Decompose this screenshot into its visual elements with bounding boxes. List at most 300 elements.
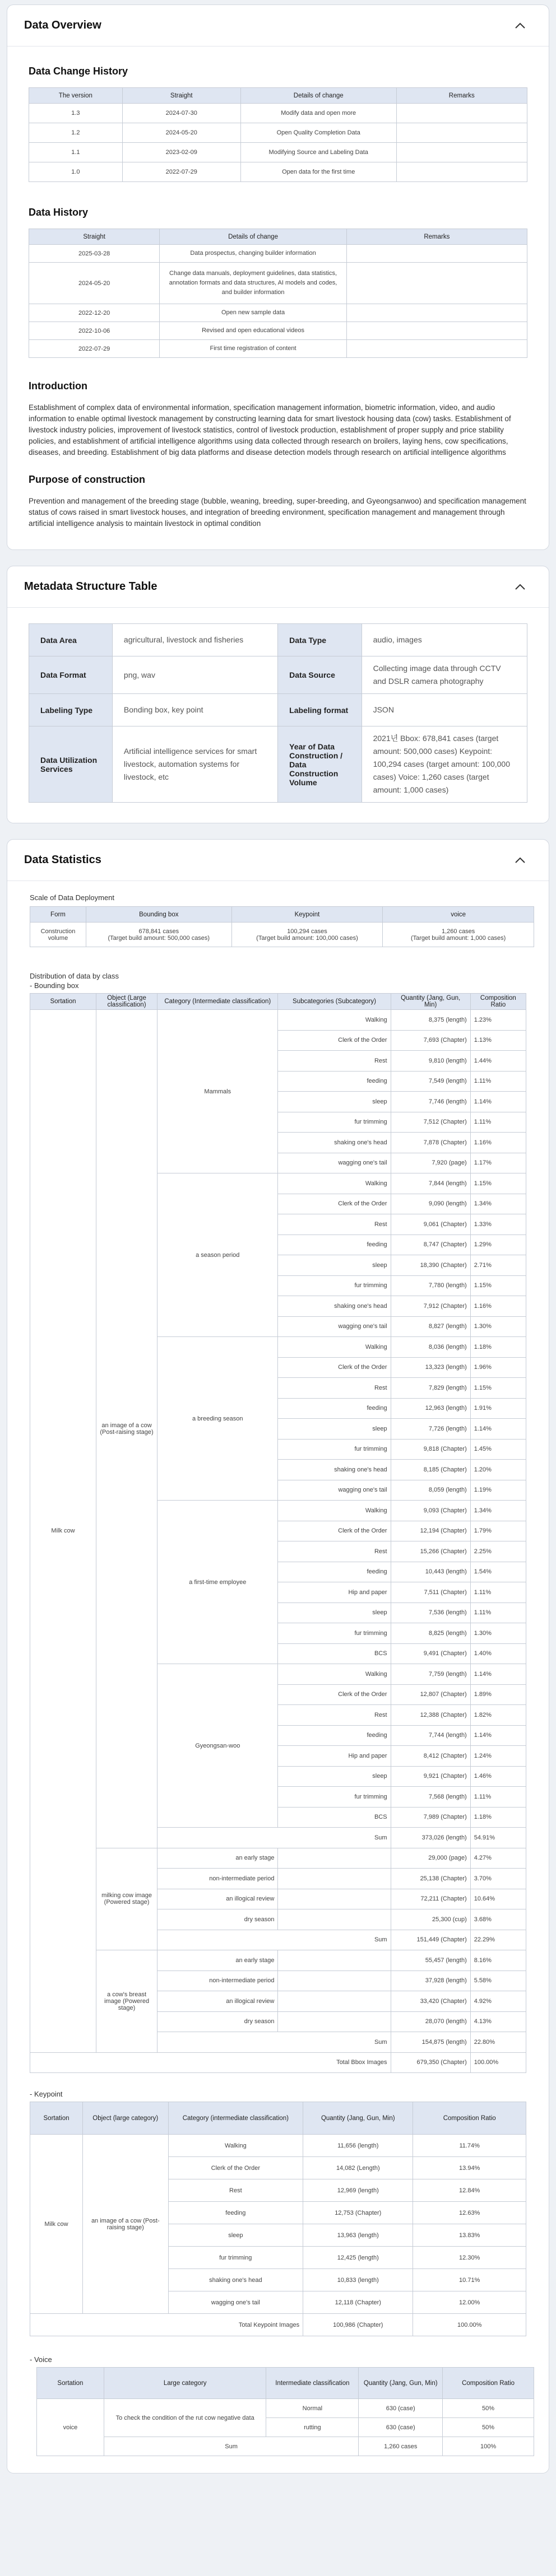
ratio-cell: 1.11% — [470, 1071, 526, 1092]
object-cell: an image of a cow (Post-raising stage) — [83, 2135, 168, 2314]
voice-table — [36, 2367, 534, 2456]
scale-row-label: Construction volume — [30, 923, 86, 947]
quantity-cell: 10,443 (length) — [391, 1562, 470, 1582]
column-header: Remarks — [396, 88, 527, 104]
subcategory-cell: Hip and paper — [278, 1746, 391, 1767]
data-history-table — [29, 229, 527, 358]
quantity-cell: 8,825 (length) — [391, 1623, 470, 1644]
table-row — [29, 322, 527, 340]
ratio-cell: 4.13% — [470, 2011, 526, 2032]
quantity-cell: 13,963 (length) — [303, 2224, 413, 2247]
metadata-value: png, wav — [112, 656, 277, 694]
subcategory-cell: wagging one's tail — [278, 1480, 391, 1501]
quantity-cell: 9,090 (length) — [391, 1194, 470, 1214]
column-header: Straight — [122, 88, 240, 104]
quantity-cell: 9,921 (Chapter) — [391, 1766, 470, 1787]
quantity-cell: 7,512 (Chapter) — [391, 1112, 470, 1133]
quantity-cell: 12,388 (Chapter) — [391, 1705, 470, 1726]
metadata-key: Data Type — [278, 624, 362, 656]
sum-quantity: 151,449 (Chapter) — [391, 1930, 470, 1950]
table-cell: 1.1 — [29, 143, 123, 162]
subcategory-cell: Walking — [278, 1501, 391, 1521]
sortation-cell: Milk cow — [30, 2135, 83, 2314]
introduction-heading: Introduction — [29, 380, 87, 392]
ratio-cell: 1.24% — [470, 1746, 526, 1767]
total-row — [30, 2052, 526, 2073]
total-label: Total Bbox Images — [30, 2052, 391, 2073]
ratio-cell: 1.18% — [470, 1337, 526, 1358]
quantity-cell: 7,844 (length) — [391, 1173, 470, 1194]
subcategory-cell: fur trimming — [278, 1439, 391, 1460]
ratio-cell: 1.34% — [470, 1194, 526, 1214]
subcategory-cell: shaking one's head — [278, 1460, 391, 1480]
table-row — [29, 143, 527, 162]
quantity-cell: 7,759 (length) — [391, 1664, 470, 1685]
table-cell: 2022-12-20 — [29, 304, 160, 322]
metadata-value: JSON — [362, 694, 527, 726]
ratio-cell: 1.19% — [470, 1480, 526, 1501]
chevron-up-icon[interactable] — [512, 852, 529, 869]
table-cell — [396, 123, 527, 143]
table-row — [29, 104, 527, 123]
quantity-cell: 28,070 (length) — [391, 2011, 470, 2032]
category-cell: feeding — [168, 2202, 303, 2224]
ratio-cell: 4.27% — [470, 1848, 526, 1869]
subcategory-cell: Rest — [278, 1214, 391, 1235]
metadata-key: Data Source — [278, 656, 362, 694]
quantity-cell: 25,138 (Chapter) — [391, 1869, 470, 1889]
subcategory-cell: Hip and paper — [278, 1582, 391, 1603]
subcategory-cell: Walking — [278, 1173, 391, 1194]
ratio-cell: 1.44% — [470, 1051, 526, 1072]
subcategory-cell — [278, 1950, 391, 1971]
subcategory-cell: sleep — [278, 1092, 391, 1112]
table-cell: 1.0 — [29, 162, 123, 182]
subcategory-cell: shaking one's head — [278, 1133, 391, 1153]
sum-label: Sum — [157, 1930, 391, 1950]
quantity-cell: 33,420 (Chapter) — [391, 1991, 470, 2012]
column-header: Composition Ratio — [470, 994, 526, 1010]
ratio-cell: 1.40% — [470, 1643, 526, 1664]
data-statistics-card — [7, 839, 549, 2473]
category-cell: wagging one's tail — [168, 2291, 303, 2314]
subcategory-cell: feeding — [278, 1725, 391, 1746]
table-row — [30, 1950, 526, 1971]
quantity-cell: 630 (case) — [359, 2399, 443, 2418]
category-cell: sleep — [168, 2224, 303, 2247]
column-header: Category (Intermediate classification) — [157, 994, 278, 1010]
ratio-cell: 1.11% — [470, 1582, 526, 1603]
ratio-cell: 1.33% — [470, 1214, 526, 1235]
total-quantity: 679,350 (Chapter) — [391, 2052, 470, 2073]
column-header: The version — [29, 88, 123, 104]
category-cell: dry season — [157, 2011, 278, 2032]
quantity-cell: 7,912 (Chapter) — [391, 1296, 470, 1317]
sum-row — [37, 2437, 534, 2456]
quantity-cell: 8,036 (length) — [391, 1337, 470, 1358]
scale-cell — [383, 923, 534, 947]
ratio-cell: 1.18% — [470, 1807, 526, 1828]
large-category-cell: To check the condition of the rut cow negative data — [104, 2399, 266, 2437]
category-cell: Gyeongsan-woo — [157, 1664, 278, 1828]
table-cell — [346, 340, 527, 358]
column-header: Quantity (Jang, Gun, Min) — [391, 994, 470, 1010]
table-row — [30, 1848, 526, 1869]
ratio-cell: 4.92% — [470, 1991, 526, 2012]
scale-target: (Target build amount: 1,000 cases) — [410, 934, 506, 942]
table-cell: 2022-07-29 — [122, 162, 240, 182]
subcategory-cell: Walking — [278, 1337, 391, 1358]
column-header: voice — [383, 907, 534, 923]
table-row — [30, 1010, 526, 1031]
data-overview-card — [7, 4, 549, 550]
ratio-cell: 3.68% — [470, 1909, 526, 1930]
table-row — [29, 123, 527, 143]
category-cell: shaking one's head — [168, 2269, 303, 2291]
subcategory-cell: Clerk of the Order — [278, 1521, 391, 1541]
scale-target: (Target build amount: 500,000 cases) — [108, 934, 210, 942]
metadata-row — [29, 694, 527, 726]
quantity-cell: 15,266 (Chapter) — [391, 1541, 470, 1562]
quantity-cell: 7,693 (Chapter) — [391, 1030, 470, 1051]
purpose-heading: Purpose of construction — [29, 474, 146, 485]
table-row — [29, 162, 527, 182]
ratio-cell: 1.14% — [470, 1664, 526, 1685]
table-cell: Data prospectus, changing builder information — [160, 245, 346, 263]
ratio-cell: 1.23% — [470, 1010, 526, 1031]
table-cell: 1.2 — [29, 123, 123, 143]
ratio-cell: 1.11% — [470, 1787, 526, 1808]
column-header: Sortation — [30, 2102, 83, 2135]
total-row — [30, 2314, 526, 2336]
ratio-cell: 1.30% — [470, 1316, 526, 1337]
category-cell: fur trimming — [168, 2247, 303, 2269]
total-ratio: 100.00% — [470, 2052, 526, 2073]
category-cell: an early stage — [157, 1950, 278, 1971]
ratio-cell: 3.70% — [470, 1869, 526, 1889]
metadata-row — [29, 656, 527, 694]
quantity-cell: 12,425 (length) — [303, 2247, 413, 2269]
quantity-cell: 8,059 (length) — [391, 1480, 470, 1501]
data-overview-header[interactable] — [7, 5, 549, 46]
voice-label: - Voice — [30, 2355, 52, 2364]
subcategory-cell: Walking — [278, 1010, 391, 1031]
ratio-cell: 10.71% — [413, 2269, 526, 2291]
sortation-cell: Milk cow — [30, 1010, 96, 2053]
sum-quantity: 373,026 (length) — [391, 1828, 470, 1848]
chevron-up-icon[interactable] — [512, 17, 529, 34]
metadata-value: 2021년 Bbox: 678,841 cases (target amount: 500,000 cases) Keypoint: 100,294 cases (target amount: 100,000 cases) Voice: 1,260 cases (target amount: 1,000 cases) — [362, 726, 527, 803]
purpose-text: Prevention and management of the breeding stage (bubble, weaning, breeding, super-breeding, and Gyeongsanwoo) and specification management status of cows raised in smart livestock houses, and integration of breeding environment, specification management and management through artificial intelligence analysis to maintain livestock in optimal condition — [29, 497, 526, 528]
quantity-cell: 72,211 (Chapter) — [391, 1889, 470, 1909]
column-header: Object (large category) — [83, 2102, 168, 2135]
bbox-table — [30, 993, 526, 2073]
sum-label: Sum — [157, 1828, 391, 1848]
subcategory-cell — [278, 1889, 391, 1909]
data-statistics-title: Data Statistics — [24, 854, 101, 866]
sum-ratio: 100% — [443, 2437, 534, 2456]
metadata-title: Metadata Structure Table — [24, 580, 157, 593]
ratio-cell: 13.83% — [413, 2224, 526, 2247]
quantity-cell: 29,000 (page) — [391, 1848, 470, 1869]
ratio-cell: 1.29% — [470, 1235, 526, 1255]
quantity-cell: 8,185 (Chapter) — [391, 1460, 470, 1480]
table-cell: 2024-05-20 — [122, 123, 240, 143]
category-cell: non-intermediate period — [157, 1869, 278, 1889]
ratio-cell: 10.64% — [470, 1889, 526, 1909]
ratio-cell: 1.79% — [470, 1521, 526, 1541]
subcategory-cell: sleep — [278, 1255, 391, 1276]
ratio-cell: 8.16% — [470, 1950, 526, 1971]
subcategory-cell — [278, 1971, 391, 1991]
table-cell: Modify data and open more — [240, 104, 396, 123]
quantity-cell: 7,511 (Chapter) — [391, 1582, 470, 1603]
table-cell: 2022-10-06 — [29, 322, 160, 340]
sum-quantity: 154,875 (length) — [391, 2032, 470, 2053]
ratio-cell: 1.14% — [470, 1419, 526, 1440]
category-cell: Clerk of the Order — [168, 2157, 303, 2179]
ratio-cell: 1.20% — [470, 1460, 526, 1480]
quantity-cell: 7,746 (length) — [391, 1092, 470, 1112]
quantity-cell: 630 (case) — [359, 2418, 443, 2437]
column-header: Details of change — [240, 88, 396, 104]
intermediate-cell: Normal — [266, 2399, 359, 2418]
column-header: Intermediate classification — [266, 2368, 359, 2399]
ratio-cell: 1.16% — [470, 1296, 526, 1317]
ratio-cell: 1.11% — [470, 1112, 526, 1133]
quantity-cell: 9,061 (Chapter) — [391, 1214, 470, 1235]
introduction-text: Establishment of complex data of environmental information, specification management information, biometric information, video, and audio information to enable optimal livestock management by constructing learning data for smart livestock housing data (cow) tasks. Establishment of livestock industry policies, improvement of livestock statistics, control of livestock production, establishment of proper supply and price stability policies, and establishment of artificial intelligence algorithms using data collected through research on broilers, laying hens, cow specifications, diseases, and breeding. Establishment of big data platforms and disease detection models through research on artificial intelligence algorithms — [29, 403, 511, 456]
subcategory-cell: fur trimming — [278, 1623, 391, 1644]
subcategory-cell: feeding — [278, 1235, 391, 1255]
category-cell: Walking — [168, 2135, 303, 2157]
table-cell: 2022-07-29 — [29, 340, 160, 358]
metadata-value: Artificial intelligence services for smart livestock, automation systems for livestock, etc — [112, 726, 277, 803]
subcategory-cell — [278, 1909, 391, 1930]
ratio-cell: 1.11% — [470, 1603, 526, 1623]
sum-label: Sum — [104, 2437, 358, 2456]
ratio-cell: 1.46% — [470, 1766, 526, 1787]
quantity-cell: 25,300 (cup) — [391, 1909, 470, 1930]
scale-label: Scale of Data Deployment — [30, 893, 115, 902]
category-cell: a season period — [157, 1173, 278, 1337]
ratio-cell: 1.82% — [470, 1705, 526, 1726]
ratio-cell: 1.15% — [470, 1173, 526, 1194]
subcategory-cell: feeding — [278, 1071, 391, 1092]
data-overview-title: Data Overview — [24, 19, 101, 31]
sortation-cell: voice — [37, 2399, 104, 2456]
ratio-cell: 1.15% — [470, 1378, 526, 1399]
ratio-cell: 1.14% — [470, 1725, 526, 1746]
quantity-cell: 12,118 (Chapter) — [303, 2291, 413, 2314]
quantity-cell: 7,568 (length) — [391, 1787, 470, 1808]
subcategory-cell: Walking — [278, 1664, 391, 1685]
metadata-value: Collecting image data through CCTV and DSLR camera photography — [362, 656, 527, 694]
column-header: Category (intermediate classification) — [168, 2102, 303, 2135]
ratio-cell: 5.58% — [470, 1971, 526, 1991]
ratio-cell: 12.00% — [413, 2291, 526, 2314]
quantity-cell: 7,744 (length) — [391, 1725, 470, 1746]
ratio-cell: 2.71% — [470, 1255, 526, 1276]
metadata-key: Data Utilization Services — [29, 726, 113, 803]
intermediate-cell: rutting — [266, 2418, 359, 2437]
table-row — [29, 245, 527, 263]
column-header: Straight — [29, 229, 160, 245]
category-cell: an early stage — [157, 1848, 278, 1869]
column-header: Details of change — [160, 229, 346, 245]
table-cell — [346, 304, 527, 322]
subcategory-cell: sleep — [278, 1766, 391, 1787]
quantity-cell: 7,549 (length) — [391, 1071, 470, 1092]
table-cell: Open Quality Completion Data — [240, 123, 396, 143]
distribution-label: Distribution of data by class — [30, 972, 119, 980]
ratio-cell: 1.30% — [470, 1623, 526, 1644]
subcategory-cell: Rest — [278, 1051, 391, 1072]
total-ratio: 100.00% — [413, 2314, 526, 2336]
ratio-cell: 50% — [443, 2418, 534, 2437]
scale-target: (Target build amount: 100,000 cases) — [256, 934, 358, 942]
quantity-cell: 14,082 (Length) — [303, 2157, 413, 2179]
keypoint-label: - Keypoint — [30, 2090, 63, 2098]
table-cell: 2023-02-09 — [122, 143, 240, 162]
quantity-cell: 8,375 (length) — [391, 1010, 470, 1031]
subcategory-cell: sleep — [278, 1603, 391, 1623]
change-history-table — [29, 87, 527, 182]
subcategory-cell: feeding — [278, 1562, 391, 1582]
metadata-row — [29, 624, 527, 656]
column-header: Composition Ratio — [413, 2102, 526, 2135]
scale-count: 1,260 cases — [441, 928, 475, 935]
quantity-cell: 7,920 (page) — [391, 1153, 470, 1173]
table-cell: Modifying Source and Labeling Data — [240, 143, 396, 162]
category-cell: an illogical review — [157, 1889, 278, 1909]
ratio-cell: 13.94% — [413, 2157, 526, 2179]
quantity-cell: 11,656 (length) — [303, 2135, 413, 2157]
table-cell: 2025-03-28 — [29, 245, 160, 263]
table-row — [29, 340, 527, 358]
quantity-cell: 7,829 (length) — [391, 1378, 470, 1399]
category-cell: dry season — [157, 1909, 278, 1930]
category-cell: a first-time employee — [157, 1501, 278, 1664]
table-cell: First time registration of content — [160, 340, 346, 358]
category-cell: Mammals — [157, 1010, 278, 1173]
subcategory-cell — [278, 1991, 391, 2012]
table-cell — [396, 162, 527, 182]
metadata-value: audio, images — [362, 624, 527, 656]
scale-cell — [86, 923, 231, 947]
table-cell — [346, 263, 527, 304]
quantity-cell: 9,810 (length) — [391, 1051, 470, 1072]
subcategory-cell: feeding — [278, 1398, 391, 1419]
table-cell: 2024-05-20 — [29, 263, 160, 304]
subcategory-cell: Clerk of the Order — [278, 1194, 391, 1214]
metadata-card — [7, 566, 549, 823]
table-cell: Revised and open educational videos — [160, 322, 346, 340]
object-cell: an image of a cow (Post-raising stage) — [96, 1010, 157, 1848]
quantity-cell: 7,989 (Chapter) — [391, 1807, 470, 1828]
quantity-cell: 8,747 (Chapter) — [391, 1235, 470, 1255]
scale-count: 678,841 cases — [138, 928, 179, 935]
ratio-cell: 12.84% — [413, 2179, 526, 2202]
metadata-header[interactable] — [7, 566, 549, 608]
table-cell: Open data for the first time — [240, 162, 396, 182]
data-history-heading: Data History — [29, 207, 89, 218]
scale-count: 100,294 cases — [287, 928, 327, 935]
sum-quantity: 1,260 cases — [359, 2437, 443, 2456]
data-statistics-header[interactable] — [7, 840, 549, 881]
column-header: Sortation — [37, 2368, 104, 2399]
sum-ratio: 54.91% — [470, 1828, 526, 1848]
subcategory-cell: BCS — [278, 1643, 391, 1664]
subcategory-cell: fur trimming — [278, 1787, 391, 1808]
column-header: Quantity (Jang, Gun, Min) — [359, 2368, 443, 2399]
subcategory-cell: sleep — [278, 1419, 391, 1440]
category-cell: non-intermediate period — [157, 1971, 278, 1991]
subcategory-cell: BCS — [278, 1807, 391, 1828]
quantity-cell: 7,780 (length) — [391, 1275, 470, 1296]
subcategory-cell: wagging one's tail — [278, 1153, 391, 1173]
quantity-cell: 9,818 (Chapter) — [391, 1439, 470, 1460]
metadata-key: Data Format — [29, 656, 113, 694]
table-cell — [346, 322, 527, 340]
total-quantity: 100,986 (Chapter) — [303, 2314, 413, 2336]
table-cell: Change data manuals, deployment guidelines, data statistics, annotation formats and data structures, AI models and codes, and builder information — [160, 263, 346, 304]
subcategory-cell: wagging one's tail — [278, 1316, 391, 1337]
subcategory-cell — [278, 1869, 391, 1889]
category-cell: an illogical review — [157, 1991, 278, 2012]
quantity-cell: 8,412 (Chapter) — [391, 1746, 470, 1767]
column-header: Form — [30, 907, 86, 923]
bbox-label: - Bounding box — [30, 981, 79, 990]
metadata-value: agricultural, livestock and fisheries — [112, 624, 277, 656]
subcategory-cell: fur trimming — [278, 1275, 391, 1296]
subcategory-cell: fur trimming — [278, 1112, 391, 1133]
ratio-cell: 2.25% — [470, 1541, 526, 1562]
quantity-cell: 7,878 (Chapter) — [391, 1133, 470, 1153]
ratio-cell: 50% — [443, 2399, 534, 2418]
ratio-cell: 1.34% — [470, 1501, 526, 1521]
metadata-key: Labeling Type — [29, 694, 113, 726]
column-header: Object (Large classification) — [96, 994, 157, 1010]
chevron-up-icon[interactable] — [512, 579, 529, 595]
metadata-row — [29, 726, 527, 803]
quantity-cell: 8,827 (length) — [391, 1316, 470, 1337]
object-cell: milking cow image (Powered stage) — [96, 1848, 157, 1950]
object-cell: a cow's breast image (Powered stage) — [96, 1950, 157, 2053]
ratio-cell: 12.63% — [413, 2202, 526, 2224]
scale-cell — [231, 923, 383, 947]
metadata-table — [29, 623, 527, 803]
sum-ratio: 22.80% — [470, 2032, 526, 2053]
total-label: Total Keypoint Images — [30, 2314, 303, 2336]
subcategory-cell: shaking one's head — [278, 1296, 391, 1317]
ratio-cell: 1.91% — [470, 1398, 526, 1419]
quantity-cell: 18,390 (Chapter) — [391, 1255, 470, 1276]
sum-label: Sum — [157, 2032, 391, 2053]
quantity-cell: 12,807 (Chapter) — [391, 1684, 470, 1705]
subcategory-cell: Rest — [278, 1378, 391, 1399]
table-row — [29, 304, 527, 322]
column-header: Bounding box — [86, 907, 231, 923]
column-header: Large category — [104, 2368, 266, 2399]
quantity-cell: 55,457 (length) — [391, 1950, 470, 1971]
subcategory-cell: Clerk of the Order — [278, 1030, 391, 1051]
ratio-cell: 1.14% — [470, 1092, 526, 1112]
quantity-cell: 13,323 (length) — [391, 1357, 470, 1378]
metadata-value: Bonding box, key point — [112, 694, 277, 726]
subcategory-cell: Clerk of the Order — [278, 1357, 391, 1378]
change-history-heading: Data Change History — [29, 66, 128, 77]
